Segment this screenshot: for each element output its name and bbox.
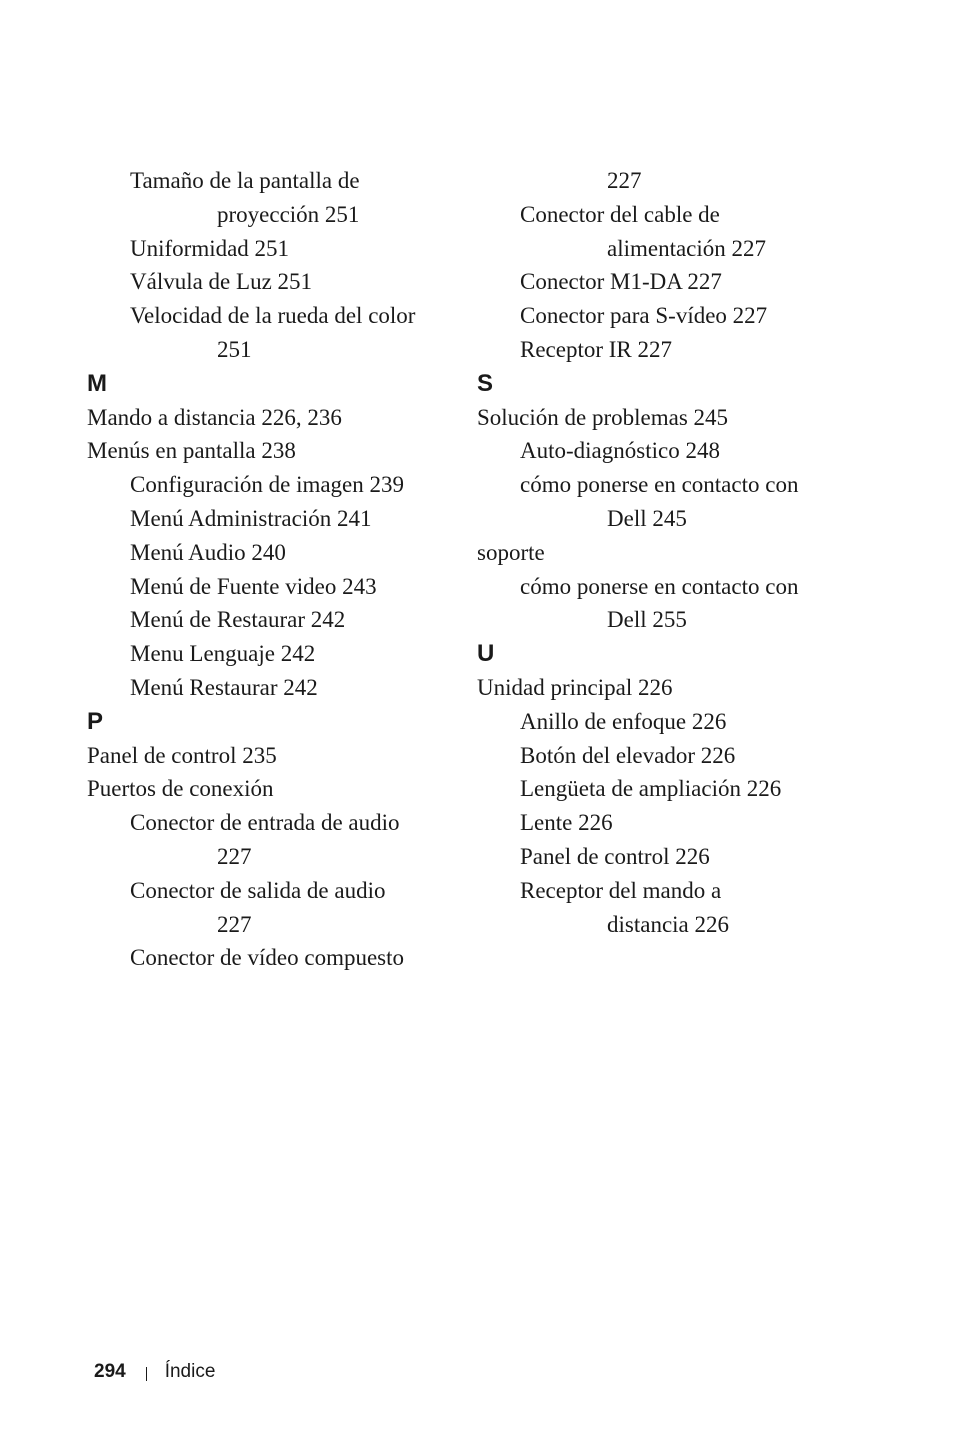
index-entry: Panel de control 235 <box>87 742 277 768</box>
index-subentry: Menú de Fuente video 243 <box>130 573 377 599</box>
index-entry-continuation: alimentación 227 <box>607 235 767 261</box>
index-subentry: Menú Restaurar 242 <box>130 674 318 700</box>
index-subentry: Menú Administración 241 <box>130 505 372 531</box>
index-subentry: Conector de entrada de audio <box>130 810 400 836</box>
index-subentry: Auto-diagnóstico 248 <box>520 438 720 464</box>
index-entry: Menús en pantalla 238 <box>87 438 296 464</box>
index-column-left <box>87 164 447 975</box>
index-subentry: Receptor del mando a <box>520 877 722 903</box>
index-subentry: Menú Audio 240 <box>130 539 286 565</box>
index-entry: Puertos de conexión <box>87 776 274 802</box>
footer-separator <box>146 1367 147 1381</box>
index-subentry: Lente 226 <box>520 810 613 836</box>
index-subentry: cómo ponerse en contacto con <box>520 573 799 599</box>
index-entry: Unidad principal 226 <box>477 674 673 700</box>
index-letter-heading: P <box>87 707 104 735</box>
index-entry-continuation: distancia 226 <box>607 911 729 937</box>
index-entry: Mando a distancia 226, 236 <box>87 404 342 430</box>
index-entry-continuation: Dell 245 <box>607 505 687 531</box>
index-entry-continuation: 227 <box>217 911 252 937</box>
index-entry-continuation: 227 <box>217 843 252 869</box>
index-letter-heading: S <box>477 369 494 397</box>
index-letter-heading: U <box>477 640 495 668</box>
index-column-right <box>477 164 847 941</box>
index-subentry: Conector del cable de <box>520 201 720 227</box>
index-subentry: Menú de Restaurar 242 <box>130 607 346 633</box>
index-subentry: cómo ponerse en contacto con <box>520 472 799 498</box>
footer-section-title: Índice <box>164 1361 216 1382</box>
index-subentry: Anillo de enfoque 226 <box>520 708 727 734</box>
index-entry: soporte <box>477 539 545 565</box>
index-subentry: Válvula de Luz 251 <box>130 269 313 295</box>
index-subentry: Menu Lenguaje 242 <box>130 641 316 667</box>
index-subentry: Lengüeta de ampliación 226 <box>520 776 782 802</box>
page-number: 294 <box>94 1361 126 1382</box>
index-subentry: Receptor IR 227 <box>520 336 673 362</box>
page-footer <box>94 1358 215 1386</box>
index-subentry: Conector para S-vídeo 227 <box>520 303 768 329</box>
index-entry-continuation: proyección 251 <box>217 201 360 227</box>
index-subentry: Configuración de imagen 239 <box>130 472 405 498</box>
index-entry-continuation: Dell 255 <box>607 607 687 633</box>
index-subentry: Panel de control 226 <box>520 843 710 869</box>
index-entry: Solución de problemas 245 <box>477 404 729 430</box>
index-entry-continuation: 227 <box>607 168 642 193</box>
index-subentry: Velocidad de la rueda del color <box>130 303 416 329</box>
index-letter-heading: M <box>87 369 107 397</box>
index-subentry: Uniformidad 251 <box>130 235 290 261</box>
index-subentry: Botón del elevador 226 <box>520 742 736 768</box>
index-subentry: Conector M1-DA 227 <box>520 269 722 295</box>
index-subentry: Conector de salida de audio <box>130 877 386 903</box>
index-subentry: Tamaño de la pantalla de <box>130 168 360 193</box>
index-entry-continuation: 251 <box>217 336 252 362</box>
index-subentry: Conector de vídeo compuesto <box>130 945 405 971</box>
